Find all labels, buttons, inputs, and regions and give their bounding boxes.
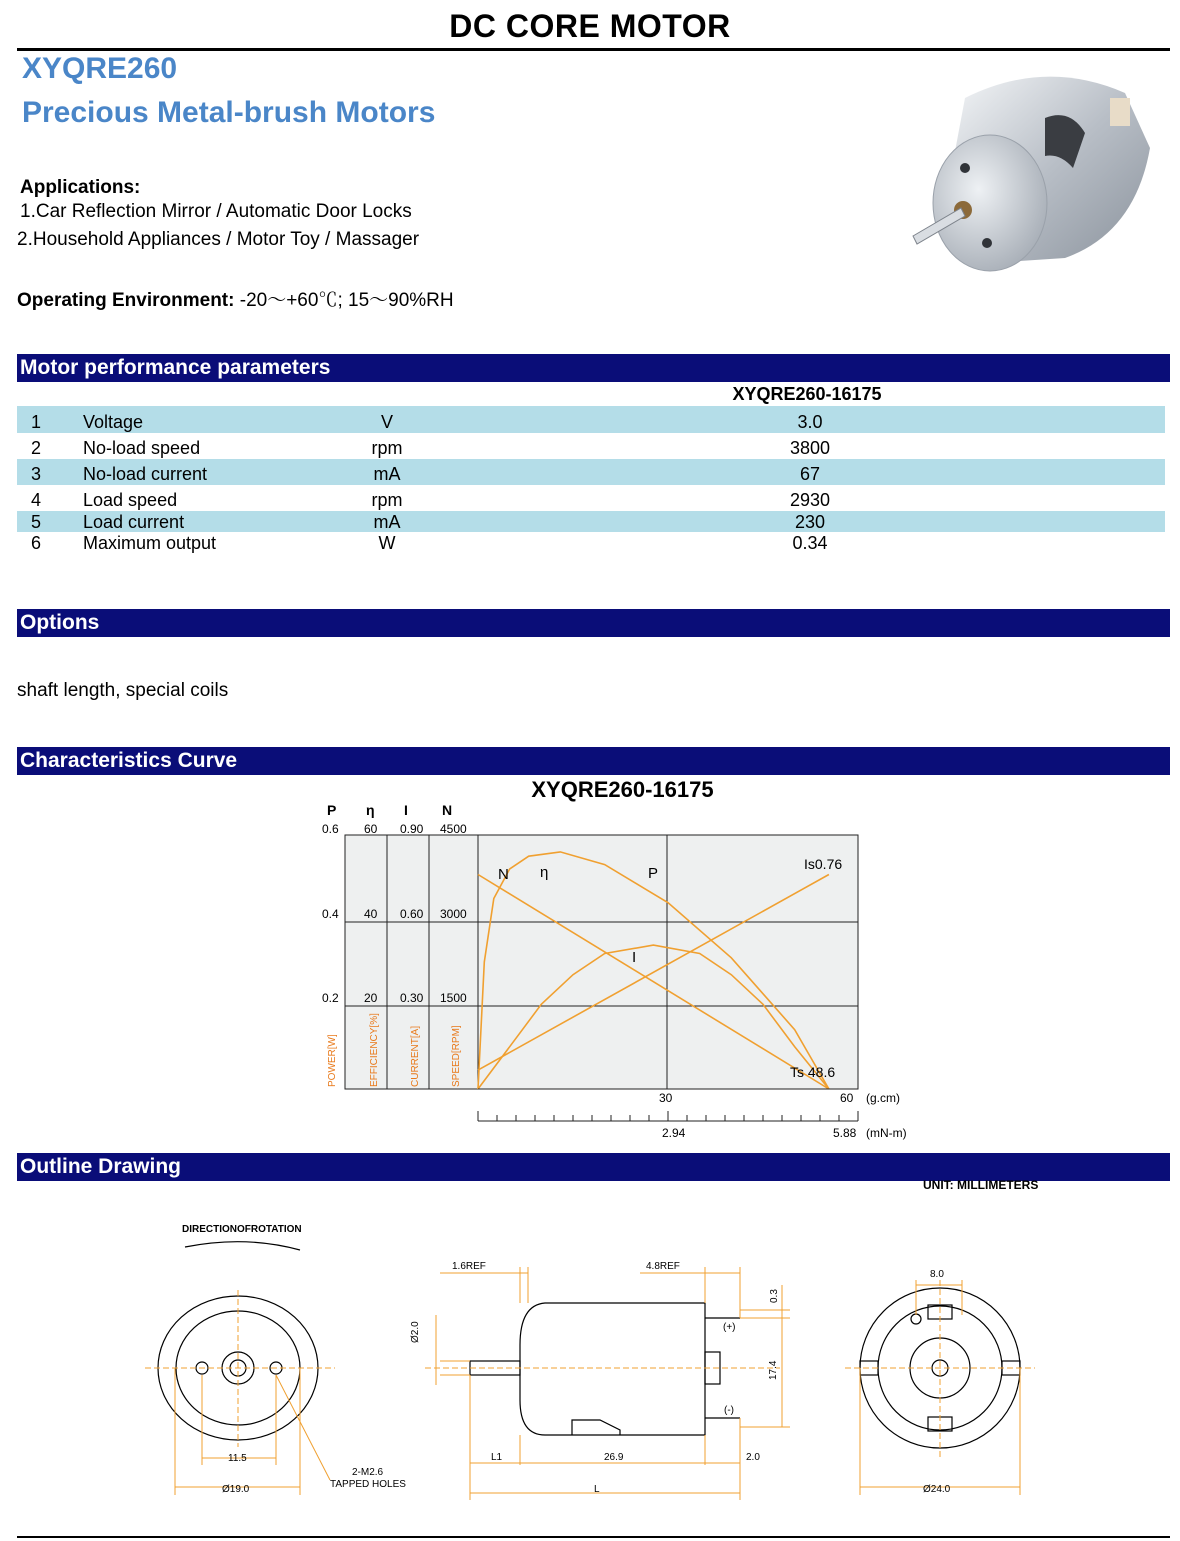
operating-environment [17, 285, 454, 312]
y-tick-label: 4500 [440, 822, 467, 836]
rotation-arrow [185, 1242, 300, 1250]
dim-17-4: 17.4 [768, 1360, 779, 1380]
axis-symbol: N [442, 802, 453, 818]
row-unit: mA [373, 464, 401, 484]
y-tick-label: 3000 [440, 907, 467, 921]
dim-shaft-dia: Ø2.0 [410, 1321, 421, 1343]
row-value: 0.34 [792, 533, 828, 553]
row-value: 67 [799, 464, 821, 484]
environment-value: -20～+60℃; 15～90%RH [234, 290, 454, 311]
axis-symbol: I [404, 802, 408, 818]
row-unit: W [378, 533, 396, 553]
table-row [17, 511, 1165, 532]
row-unit: V [380, 412, 393, 432]
polarity-mark [911, 1314, 921, 1324]
holes-label-2: TAPPED HOLES [330, 1479, 406, 1490]
curve-label: P [648, 865, 659, 882]
applications-heading: Applications: [20, 177, 141, 198]
environment-label: Operating Environment: [17, 290, 235, 311]
y-tick-label: 0.6 [322, 822, 339, 836]
row-value: 2930 [789, 490, 831, 510]
dim-dia-19: Ø19.0 [222, 1484, 250, 1495]
unit-note: UNIT: MILLIMETERS [923, 1178, 1039, 1192]
row-number: 5 [30, 512, 41, 532]
axis-unit-label: CURRENT[A] [410, 1025, 421, 1087]
y-tick-label: 0.60 [400, 907, 424, 921]
dim-l1: L1 [491, 1452, 503, 1463]
dim-11-5: 11.5 [228, 1453, 247, 1464]
axis-unit-label: POWER[W] [327, 1034, 338, 1087]
title-rule [17, 48, 1170, 51]
row-parameter: Load current [83, 512, 185, 532]
x-secondary-tick-label: 5.88 [833, 1126, 857, 1140]
y-tick-label: 0.4 [322, 907, 339, 921]
axis-unit-label: EFFICIENCY[%] [369, 1013, 380, 1087]
table-row [17, 459, 1165, 485]
axis-symbol: η [366, 802, 375, 818]
row-unit: mA [373, 512, 401, 532]
row-number: 2 [30, 438, 41, 458]
row-unit: rpm [371, 438, 403, 458]
body-notch [572, 1420, 620, 1435]
row-parameter: Load speed [83, 490, 178, 510]
table-row [17, 433, 1165, 459]
row-number: 3 [30, 464, 41, 484]
x-tick-label: 30 [659, 1091, 673, 1105]
x-axis [478, 1089, 907, 1140]
row-parameter: No-load speed [83, 438, 201, 458]
y-tick-label: 0.90 [400, 822, 424, 836]
x-tick-label: 60 [840, 1091, 854, 1105]
y-tick-label: 20 [364, 991, 378, 1005]
row-number: 6 [30, 533, 41, 553]
shaft-side [470, 1361, 520, 1375]
application-item-2: 2.Household Appliances / Motor Toy / Massager [17, 229, 420, 250]
dim-1-6-ref: 1.6REF [452, 1261, 486, 1272]
stall-current-label: Is0.76 [804, 856, 843, 872]
row-parameter: Voltage [83, 412, 144, 432]
y-tick-label: 60 [364, 822, 378, 836]
table-row [17, 485, 1165, 511]
dim-2-0: 2.0 [746, 1452, 760, 1463]
plot-background [345, 835, 858, 1089]
row-number: 4 [30, 490, 41, 510]
y-tick-label: 40 [364, 907, 378, 921]
stall-torque-label: Ts 48.6 [790, 1064, 836, 1080]
product-subtitle: Precious Metal-brush Motors [22, 96, 436, 129]
dim-0-3: 0.3 [769, 1289, 780, 1303]
options-text: shaft length, special coils [17, 680, 229, 701]
row-parameter: No-load current [83, 464, 208, 484]
dim-8-0: 8.0 [930, 1269, 944, 1280]
curve-label: η [540, 864, 549, 881]
dim-26-9: 26.9 [604, 1452, 624, 1463]
holes-label-1: 2-M2.6 [352, 1467, 384, 1478]
row-value: 230 [794, 512, 826, 532]
performance-table [17, 384, 1165, 554]
model-column-header: XYQRE260-16175 [732, 384, 882, 404]
dim-l: L [594, 1484, 600, 1495]
axis-unit-label: SPEED[RPM] [451, 1025, 462, 1087]
y-tick-label: 0.30 [400, 991, 424, 1005]
footer-rule [17, 1536, 1170, 1538]
x-secondary-tick-label: 2.94 [662, 1126, 686, 1140]
curve-label: I [632, 949, 637, 966]
x-secondary-unit-label: (mN-m) [866, 1126, 907, 1140]
terminal-plus-label: (+) [723, 1322, 736, 1333]
row-number: 1 [30, 412, 41, 432]
model-name: XYQRE260 [22, 52, 178, 85]
section-characteristics-header: Characteristics Curve [17, 747, 1170, 775]
table-row [17, 406, 1165, 433]
terminal-minus-label: (-) [724, 1405, 734, 1416]
chart-title: XYQRE260-16175 [531, 777, 714, 802]
direction-label: DIRECTIONOFROTATION [182, 1224, 302, 1235]
section-performance-header: Motor performance parameters [17, 354, 1170, 382]
row-value: 3.0 [797, 412, 823, 432]
x-unit-label: (g.cm) [866, 1091, 900, 1105]
characteristics-chart [0, 795, 1180, 1145]
table-row [17, 532, 1165, 554]
y-tick-label: 1500 [440, 991, 467, 1005]
row-parameter: Maximum output [83, 533, 217, 553]
axis-symbol: P [327, 802, 337, 818]
dim-4-8-ref: 4.8REF [646, 1261, 680, 1272]
section-options-header: Options [17, 609, 1170, 637]
page-title: DC CORE MOTOR [449, 8, 731, 44]
section-outline-header: Outline Drawing [17, 1153, 1170, 1181]
curve-label: N [498, 866, 509, 883]
dim-dia-24: Ø24.0 [923, 1484, 951, 1495]
application-item-1: 1.Car Reflection Mirror / Automatic Door Locks [20, 201, 412, 222]
outline-drawing [0, 1195, 1180, 1541]
motor-photo [895, 58, 1165, 276]
row-unit: rpm [371, 490, 403, 510]
motor-body-side [520, 1303, 705, 1435]
row-value: 3800 [789, 438, 831, 458]
axis-symbols [327, 802, 452, 818]
y-tick-label: 0.2 [322, 991, 339, 1005]
